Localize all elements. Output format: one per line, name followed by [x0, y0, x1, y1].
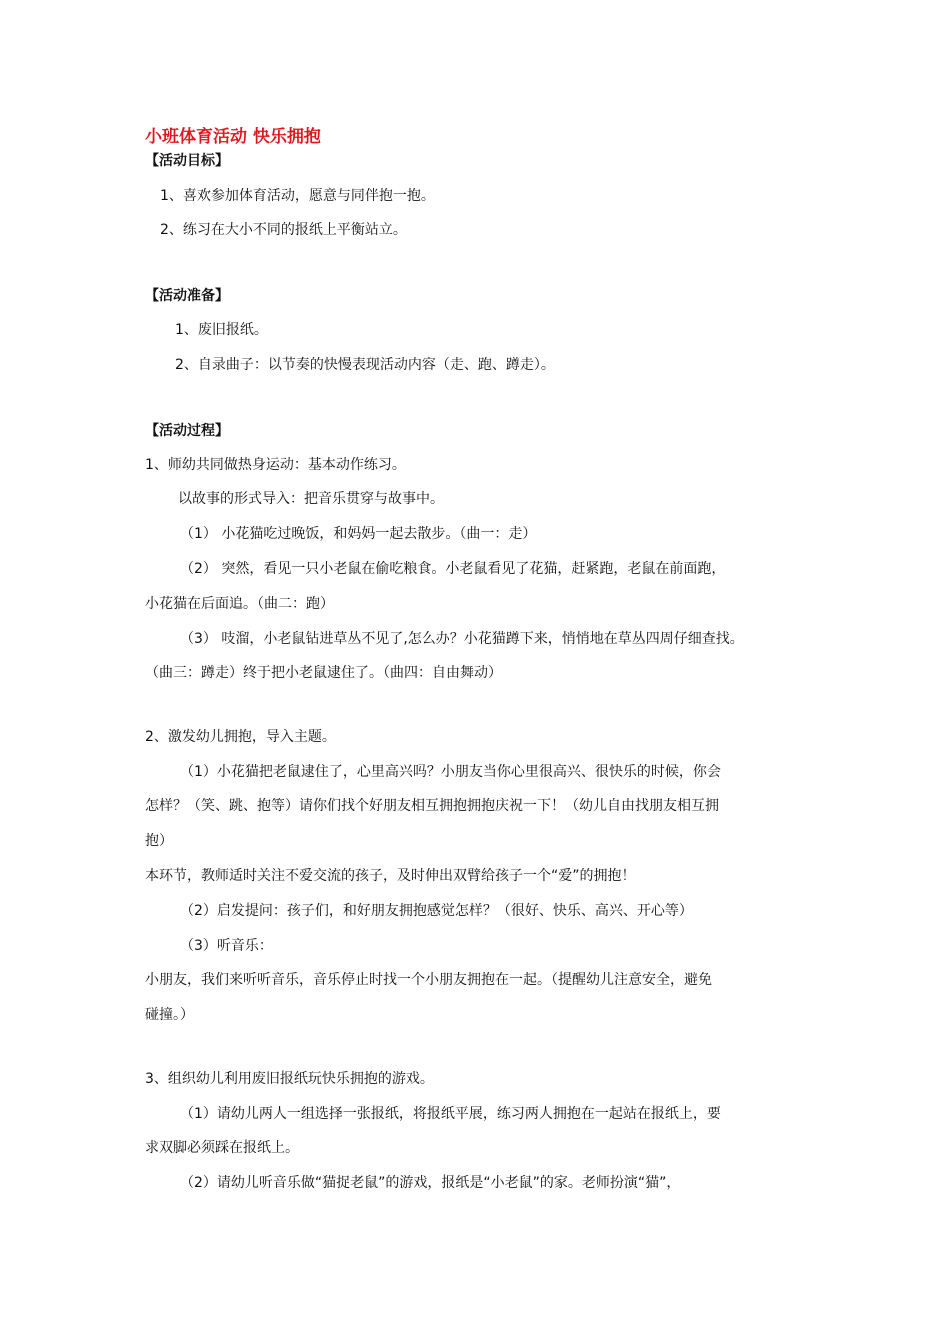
step2-paragraph-1a: （1）小花猫把老鼠逮住了，心里高兴吗？小朋友当你心里很高兴、很快乐的时候，你会	[180, 764, 721, 780]
goals-heading: 【活动目标】	[145, 153, 229, 169]
step1-paragraph-2a: （2） 突然，看见一只小老鼠在偷吃粮食。小老鼠看见了花猫，赶紧跑，老鼠在前面跑，	[180, 561, 726, 577]
step1-title: 1、师幼共同做热身运动：基本动作练习。	[145, 457, 406, 473]
prep-heading: 【活动准备】	[145, 288, 229, 304]
step1-paragraph-3b: （曲三：蹲走）终于把小老鼠逮住了。（曲四：自由舞动）	[145, 665, 502, 681]
step2-paragraph-2: （2）启发提问：孩子们，和好朋友拥抱感觉怎样？（很好、快乐、高兴、开心等）	[180, 903, 693, 919]
step3-title: 3、组织幼儿利用废旧报纸玩快乐拥抱的游戏。	[145, 1071, 434, 1087]
step1-paragraph-3a: （3） 吱溜，小老鼠钻进草丛不见了,怎么办？小花猫蹲下来，悄悄地在草丛四周仔细查找。	[180, 631, 744, 647]
prep-item-1: 1、废旧报纸。	[175, 322, 268, 338]
step1-intro: 以故事的形式导入：把音乐贯穿与故事中。	[178, 491, 444, 507]
step2-paragraph-3: （3）听音乐：	[180, 938, 273, 954]
process-heading: 【活动过程】	[145, 423, 229, 439]
step2-teacher-note: 本环节，教师适时关注不爱交流的孩子，及时伸出双臂给孩子一个“爱”的拥抱！	[145, 868, 636, 884]
step2-paragraph-3b: 碰撞。）	[145, 1007, 194, 1023]
step2-paragraph-3a: 小朋友，我们来听听音乐，音乐停止时找一个小朋友拥抱在一起。（提醒幼儿注意安全，避免	[145, 972, 712, 988]
step1-paragraph-2b: 小花猫在后面追。（曲二：跑）	[145, 596, 334, 612]
step3-paragraph-2a: （2）请幼儿听音乐做“猫捉老鼠”的游戏，报纸是“小老鼠”的家。老师扮演“猫”，	[180, 1175, 681, 1191]
step2-title: 2、激发幼儿拥抱，导入主题。	[145, 729, 336, 745]
step2-paragraph-1b: 怎样？（笑、跳、抱等）请你们找个好朋友相互拥抱拥抱庆祝一下！（幼儿自由找朋友相互拥	[145, 798, 719, 814]
step3-paragraph-1b: 求双脚必须踩在报纸上。	[145, 1140, 299, 1156]
prep-item-2: 2、自录曲子：以节奏的快慢表现活动内容（走、跑、蹲走）。	[175, 357, 555, 373]
page-title: 小班体育活动 快乐拥抱	[145, 127, 321, 147]
step2-paragraph-1c: 抱）	[145, 833, 173, 849]
goal-item-1: 1、喜欢参加体育活动，愿意与同伴抱一抱。	[160, 188, 435, 204]
step1-paragraph-1: （1） 小花猫吃过晚饭，和妈妈一起去散步。（曲一：走）	[180, 526, 537, 542]
step3-paragraph-1a: （1）请幼儿两人一组选择一张报纸，将报纸平展，练习两人拥抱在一起站在报纸上，要	[180, 1106, 721, 1122]
goal-item-2: 2、练习在大小不同的报纸上平衡站立。	[160, 222, 407, 238]
